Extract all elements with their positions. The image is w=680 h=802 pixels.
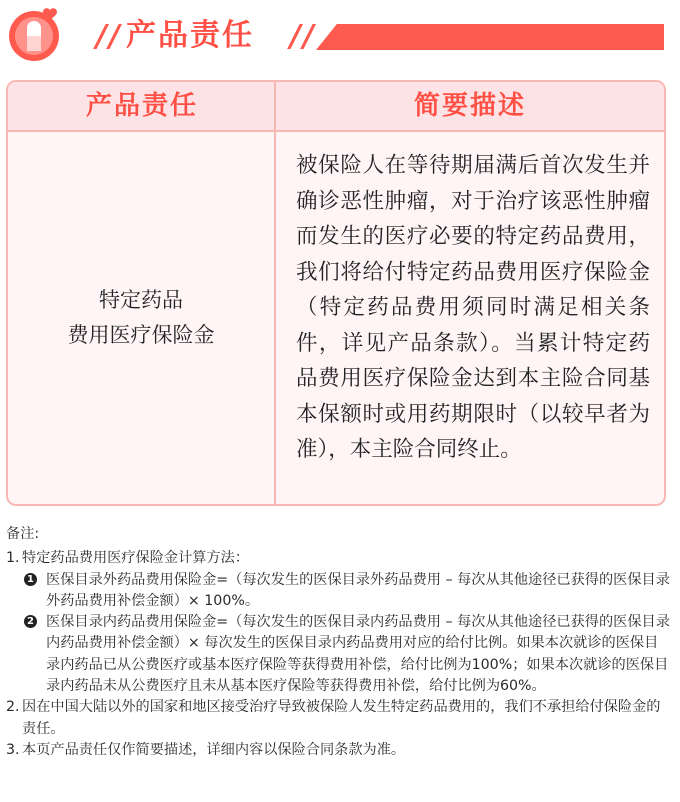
section-header [0, 0, 680, 72]
note-text: 本页产品责任仅作简要描述，详细内容以保险合同条款为准。 [22, 741, 406, 758]
note-subitem-text: 医保目录内药品费用保险金=（每次发生的医保目录内药品费用 – 每次从其他途径已获得的医保目录内药品费用补偿金额）× 每次发生的医保目录内药品费用对应的给付比例。如果本次就诊的医保目录内药品已从公费医疗或基本医疗保险等获得费用补偿，给付比例为100%；如果本次就诊的医保目录内药品未从公费医疗且未从基本医疗保险等获得费用补偿，给付比例为60%。 [46, 614, 670, 695]
header-decor-bar [316, 24, 664, 50]
header-slash: / [303, 19, 314, 54]
note-text: 特定药品费用医疗保险金计算方法： [22, 550, 250, 567]
header-slash: / [109, 19, 120, 54]
header-slash: / [96, 19, 107, 54]
note-number: 1. [6, 550, 20, 567]
circled-number-icon: 2 [24, 615, 37, 628]
note-subitem-text: 医保目录外药品费用保险金=（每次发生的医保目录外药品费用 – 每次从其他途径已获得的医保目录外药品费用补偿金额）× 100%。 [46, 571, 670, 609]
note-item [6, 697, 670, 740]
note-text: 因在中国大陆以外的国家和地区接受治疗导致被保险人发生特定药品费用的，我们不承担给付保险金的责任。 [22, 699, 661, 737]
note-number: 3. [6, 741, 20, 758]
note-item [6, 740, 670, 761]
table-cell-liability-name [8, 132, 274, 504]
page-title: 产品责任 [126, 18, 254, 53]
column-divider [274, 82, 276, 504]
pill-heart-icon [6, 6, 62, 62]
table-header [8, 82, 664, 132]
liability-name-line: 费用医疗保险金 [67, 323, 215, 347]
column-header-description: 简要描述 [413, 91, 526, 121]
note-subitem [24, 612, 670, 697]
note-subitem [24, 570, 670, 613]
circled-number-icon: 1 [24, 573, 37, 586]
note-item [6, 548, 670, 569]
note-number: 2. [6, 699, 20, 716]
product-liability-table [6, 80, 666, 506]
column-header-liability: 产品责任 [85, 91, 198, 121]
notes-heading: 备注: [6, 526, 40, 542]
notes-section [6, 524, 670, 761]
liability-name-line: 特定药品 [99, 288, 183, 312]
table-cell-description: 被保险人在等待期届满后首次发生并确诊恶性肿瘤，对于治疗该恶性肿瘤而发生的医疗必要的特定药品费用，我们将给付特定药品费用医疗保险金（特定药品费用须同时满足相关条件，详见产品条款）。当累计特定药品费用医疗保险金达到本主险合同基本保额时或用药期限时（以较早者为准），本主险合同终止。 [296, 153, 650, 462]
header-slash: / [290, 19, 301, 54]
